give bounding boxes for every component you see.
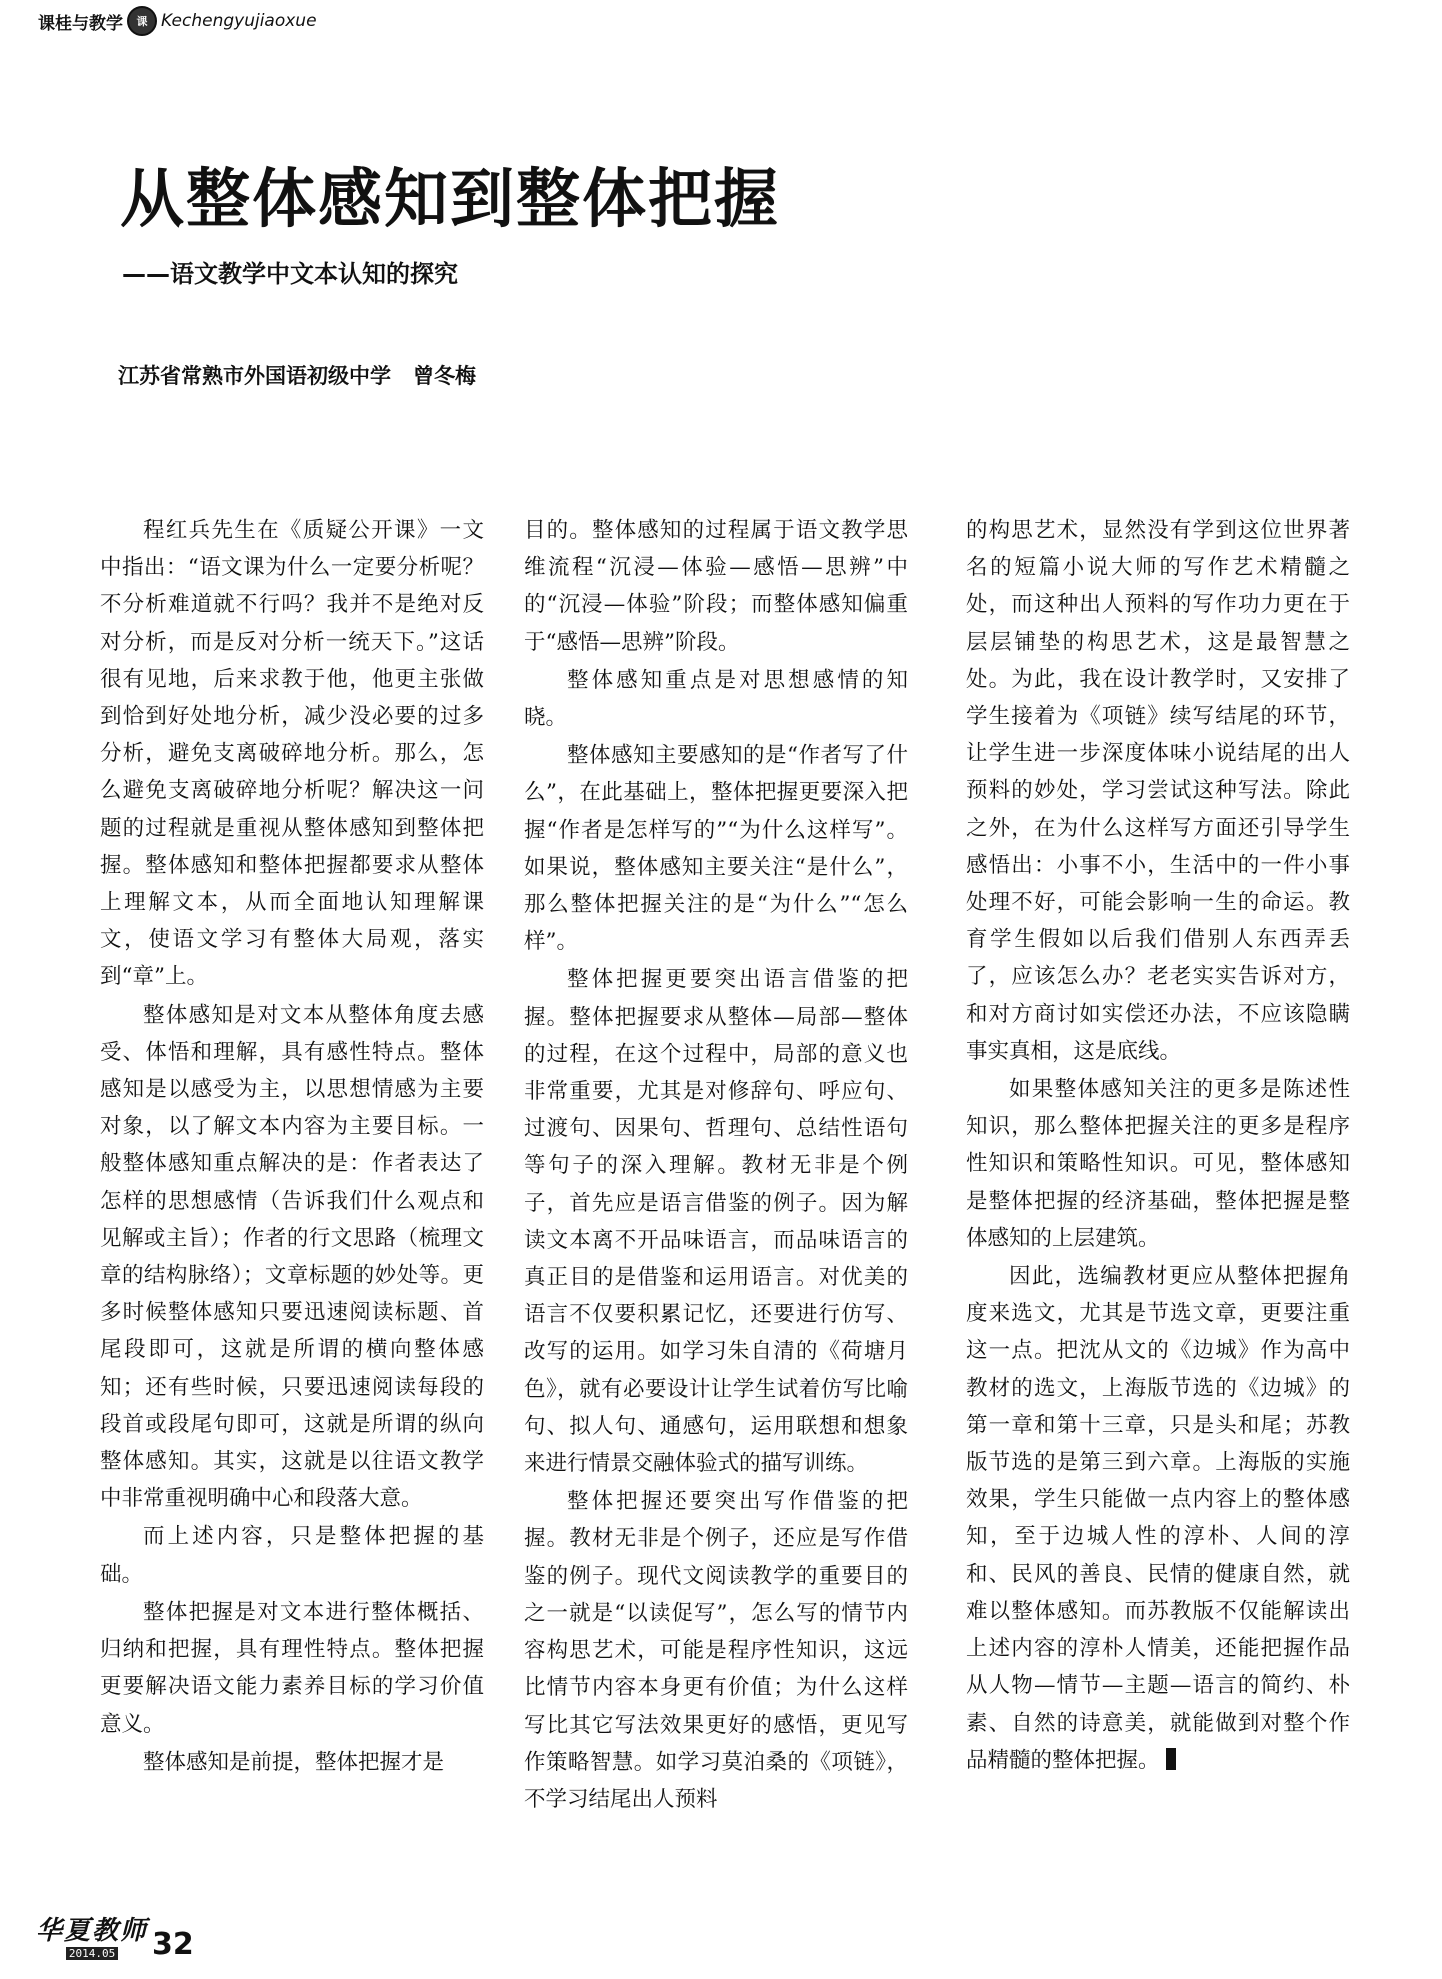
byline xyxy=(118,360,476,390)
paragraph: 整体感知是前提，整体把握才是 xyxy=(143,1749,445,1775)
paragraph: 如果整体感知关注的更多是陈述性知识，那么整体把握关注的更多是程序性知识和策略性知识。可见，整体感知是整体把握的经济基础，整体把握是整体感知的上层建筑。 xyxy=(966,1077,1350,1251)
text-column-3 xyxy=(966,512,1350,1780)
article-subtitle: ——语文教学中文本认知的探究 xyxy=(122,260,458,288)
journal-seal-icon xyxy=(127,6,157,36)
paragraph: 整体把握还要突出写作借鉴的把握。教材无非是个例子，还应是写作借鉴的例子。现代文阅读教学的重要目的之一就是“以读促写”，怎么写的情节内容构思艺术，可能是程序性知识，这远比情节内容本身更有价值；为什么这样写比其它写法效果更好的感悟，更见写作策略智慧。如学习莫泊桑的《项链》，不学习结尾出人预料 xyxy=(524,1489,908,1812)
end-of-article-mark xyxy=(1166,1748,1176,1770)
section-label: 课桂与教学 xyxy=(38,13,123,34)
magazine-name: 华夏教师 xyxy=(36,1916,149,1946)
paragraph: 而上述内容，只是整体把握的基础。 xyxy=(100,1524,484,1587)
author-name: 曾冬梅 xyxy=(413,364,476,388)
text-column-1 xyxy=(100,512,484,1782)
paragraph: 因此，选编教材更应从整体把握角度来选文，尤其是节选文章，更要注重这一点。把沈从文的《边城》作为高中教材的选文，上海版节选的《边城》的第一章和第十三章，只是头和尾；苏教版节选的是第三到六章。上海版的实施效果，学生只能做一点内容上的整体感知，至于边城人性的淳朴、人间的淳和、民风的善良、民情的健康自然，就难以整体感知。而苏教版不仅能解读出上述内容的淳朴人情美，还能把握作品从人物—情节—主题—语言的简约、朴素、自然的诗意美，就能做到对整个作品精髓的整体把握。 xyxy=(966,1264,1350,1773)
section-pinyin: Kechengyujiaoxue xyxy=(161,11,317,31)
paragraph: 整体感知是对文本从整体角度去感受、体悟和理解，具有感性特点。整体感知是以感受为主，以思想情感为主要对象，以了解文本内容为主要目标。一般整体感知重点解决的是：作者表达了怎样的思想感情（告诉我们什么观点和见解或主旨）；作者的行文思路（梳理文章的结构脉络）；文章标题的妙处等。更多时候整体感知只要迅速阅读标题、首尾段即可，这就是所谓的横向整体感知；还有些时候，只要迅速阅读每段的段首或段尾句即可，这就是所谓的纵向整体感知。其实，这就是以往语文教学中非常重视明确中心和段落大意。 xyxy=(100,1002,484,1512)
paragraph: 整体感知重点是对思想感情的知晓。 xyxy=(524,667,908,731)
text-column-2 xyxy=(524,512,908,1819)
affiliation: 江苏省常熟市外国语初级中学 xyxy=(118,364,391,388)
seal-text: 课 xyxy=(136,15,148,28)
paragraph: 整体把握更要突出语言借鉴的把握。整体把握要求从整体—局部—整体的过程，在这个过程中，局部的意义也非常重要，尤其是对修辞句、呼应句、过渡句、因果句、哲理句、总结性语句等句子的深入理解。教材无非是个例子，首先应是语言借鉴的例子。因为解读文本离不开品味语言，而品味语言的真正目的是借鉴和运用语言。对优美的语言不仅要积累记忆，还要进行仿写、改写的运用。如学习朱自清的《荷塘月色》，就有必要设计让学生试着仿写比喻句、拟人句、通感句，运用联想和想象来进行情景交融体验式的描写训练。 xyxy=(524,967,908,1477)
paragraph: 的构思艺术，显然没有学到这位世界著名的短篇小说大师的写作艺术精髓之处，而这种出人预料的写作功力更在于层层铺垫的构思艺术，这是最智慧之处。为此，我在设计教学时，又安排了学生接着为《项链》续写结尾的环节，让学生进一步深度体味小说结尾的出人预料的妙处，学习尝试这种写法。除此之外，在为什么这样写方面还引导学生感悟出：小事不小，生活中的一件小事处理不好，可能会影响一生的命运。教育学生假如以后我们借别人东西弄丢了，应该怎么办？老老实实告诉对方，和对方商讨如实偿还办法，不应该隐瞒事实真相，这是底线。 xyxy=(966,518,1350,1064)
paragraph: 整体感知主要感知的是“作者写了什么”，在此基础上，整体把握更要深入把握“作者是怎样写的”“为什么这样写”。如果说，整体感知主要关注“是什么”，那么整体把握关注的是“为什么”“怎么样”。 xyxy=(524,743,908,955)
paragraph: 程红兵先生在《质疑公开课》一文中指出：“语文课为什么一定要分析呢？不分析难道就不行吗？我并不是绝对反对分析，而是反对分析一统天下。”这话很有见地，后来求教于他，他更主张做到恰到好处地分析，减少没必要的过多分析，避免支离破碎地分析。那么，怎么避免支离破碎地分析呢？解决这一问题的过程就是重视从整体感知到整体把握。整体感知和整体把握都要求从整体上理解文本，从而全面地认知理解课文，使语文学习有整体大局观，落实到“章”上。 xyxy=(100,518,484,990)
issue-number: 2014.05 xyxy=(66,1947,118,1960)
paragraph: 目的。整体感知的过程属于语文教学思维流程“沉浸—体验—感悟—思辨”中的“沉浸—体验”阶段；而整体感知偏重于“感悟—思辨”阶段。 xyxy=(524,518,908,655)
magazine-logo xyxy=(36,1910,148,1960)
paragraph: 整体把握是对文本进行整体概括、归纳和把握，具有理性特点。整体把握更要解决语文能力素养目标的学习价值意义。 xyxy=(100,1599,484,1737)
page-footer xyxy=(36,1910,194,1960)
running-header xyxy=(38,6,317,36)
article-title: 从整体感知到整体把握 xyxy=(120,162,780,237)
page-number: 32 xyxy=(152,1927,194,1962)
